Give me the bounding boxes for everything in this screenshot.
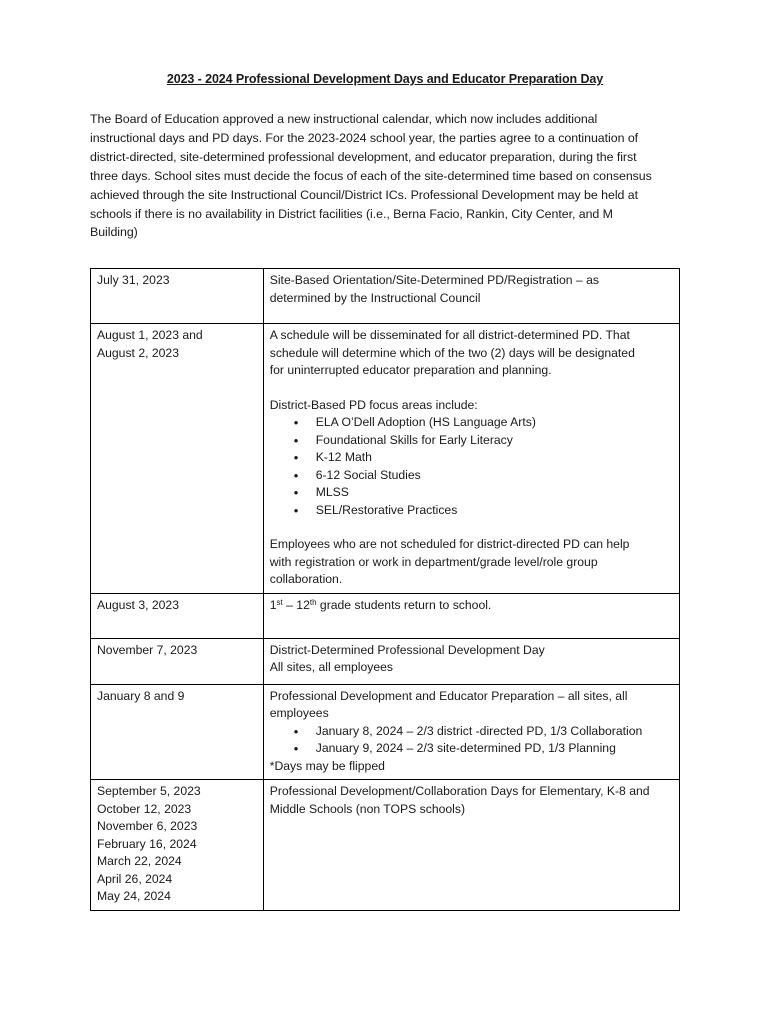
description-cell <box>263 324 679 594</box>
description-line: with registration or work in department/grade level/role group <box>269 554 598 569</box>
list-item: • January 8, 2024 – 2/3 district -directed PD, 1/3 Collaboration <box>316 723 673 741</box>
description-line: All sites, all employees <box>269 660 393 674</box>
grade-from-suffix: st <box>276 597 283 607</box>
date-line: March 22, 2024 <box>97 854 182 868</box>
list-item: • January 9, 2024 – 2/3 site-determined PD, 1/3 Planning <box>316 740 673 758</box>
list-item: • K-12 Math <box>316 449 673 467</box>
list-item: • SEL/Restorative Practices <box>316 502 673 520</box>
january-list <box>270 723 673 758</box>
description-line: Middle Schools (non TOPS schools) <box>269 801 466 816</box>
intro-paragraph <box>90 110 686 242</box>
description-line: collaboration. <box>269 572 343 586</box>
intro-line: The Board of Education approved a new instructional calendar, which now includes additional <box>90 112 598 126</box>
date-line: February 16, 2024 <box>97 836 197 851</box>
description-line <box>270 597 673 615</box>
description-line: Site-Based Orientation/Site-Determined PD/Registration – as <box>269 273 599 287</box>
description-cell <box>263 684 679 780</box>
date-line: November 7, 2023 <box>97 642 198 657</box>
intro-line: schools if there is no availability in District facilities (i.e., Berna Facio, Rankin, City Center, and M <box>90 206 613 221</box>
description-line: determined by the Instructional Council <box>269 290 481 305</box>
intro-line: Building) <box>90 225 138 240</box>
date-line: August 1, 2023 and <box>97 328 203 342</box>
date-line: July 31, 2023 <box>97 273 170 287</box>
intro-line: three days. School sites must decide the focus of each of the site-determined time based on consensus <box>90 168 652 183</box>
description-cell <box>263 780 679 911</box>
date-cell <box>91 780 264 911</box>
date-cell <box>91 684 264 780</box>
date-cell <box>91 269 264 324</box>
intro-line: district-directed, site-determined professional development, and educator preparation, during the first <box>90 149 637 164</box>
list-item: • Foundational Skills for Early Literacy <box>316 432 673 450</box>
date-line: August 2, 2023 <box>97 345 179 360</box>
date-cell <box>91 593 264 638</box>
description-line: A schedule will be disseminated for all district-determined PD. That <box>269 328 630 342</box>
date-cell <box>91 324 264 594</box>
description-cell <box>263 638 679 684</box>
description-cell <box>263 593 679 638</box>
schedule-table <box>90 268 680 911</box>
grade-rest: grade students return to school. <box>316 597 492 612</box>
description-line: for uninterrupted educator preparation and planning. <box>269 363 552 377</box>
list-item: • MLSS <box>316 484 673 502</box>
grade-from: 1 <box>269 597 277 612</box>
description-line: Professional Development/Collaboration Days for Elementary, K-8 and <box>269 784 650 798</box>
note: *Days may be flipped <box>269 758 385 773</box>
list-item: • ELA O’Dell Adoption (HS Language Arts) <box>316 414 673 432</box>
date-line: May 24, 2024 <box>97 889 171 903</box>
description-line: Employees who are not scheduled for district-directed PD can help <box>269 537 630 551</box>
intro-line: instructional days and PD days. For the 2023-2024 school year, the parties agree to a continuation of <box>90 130 639 145</box>
date-line: October 12, 2023 <box>97 801 192 816</box>
document-title: 2023 - 2024 Professional Development Days and Educator Preparation Day <box>166 72 604 86</box>
intro-line: achieved through the site Instructional Council/District ICs. Professional Development may be held at <box>90 187 638 202</box>
description-line: schedule will determine which of the two (2) days will be designated <box>269 345 635 360</box>
grade-to: 12 <box>296 597 310 612</box>
date-line: September 5, 2023 <box>97 784 201 798</box>
grade-dash: – <box>282 597 297 612</box>
list-item: • 6-12 Social Studies <box>316 467 673 485</box>
description-line: Professional Development and Educator Preparation – all sites, all <box>269 688 628 703</box>
table-row <box>91 324 680 594</box>
date-line: January 8 and 9 <box>97 688 185 703</box>
date-line: August 3, 2023 <box>97 597 179 612</box>
focus-heading: District-Based PD focus areas include: <box>269 397 478 412</box>
table-row <box>91 780 680 911</box>
description-line: employees <box>269 706 329 720</box>
description-line: District-Determined Professional Development Day <box>269 642 545 657</box>
description-cell <box>263 269 679 324</box>
date-line: November 6, 2023 <box>97 819 198 833</box>
table-row <box>91 684 680 780</box>
table-row <box>91 269 680 324</box>
focus-list <box>270 414 673 519</box>
table-row <box>91 593 680 638</box>
date-line: April 26, 2024 <box>97 871 173 886</box>
date-cell <box>91 638 264 684</box>
table-row <box>91 638 680 684</box>
grade-to-suffix: th <box>309 597 317 607</box>
